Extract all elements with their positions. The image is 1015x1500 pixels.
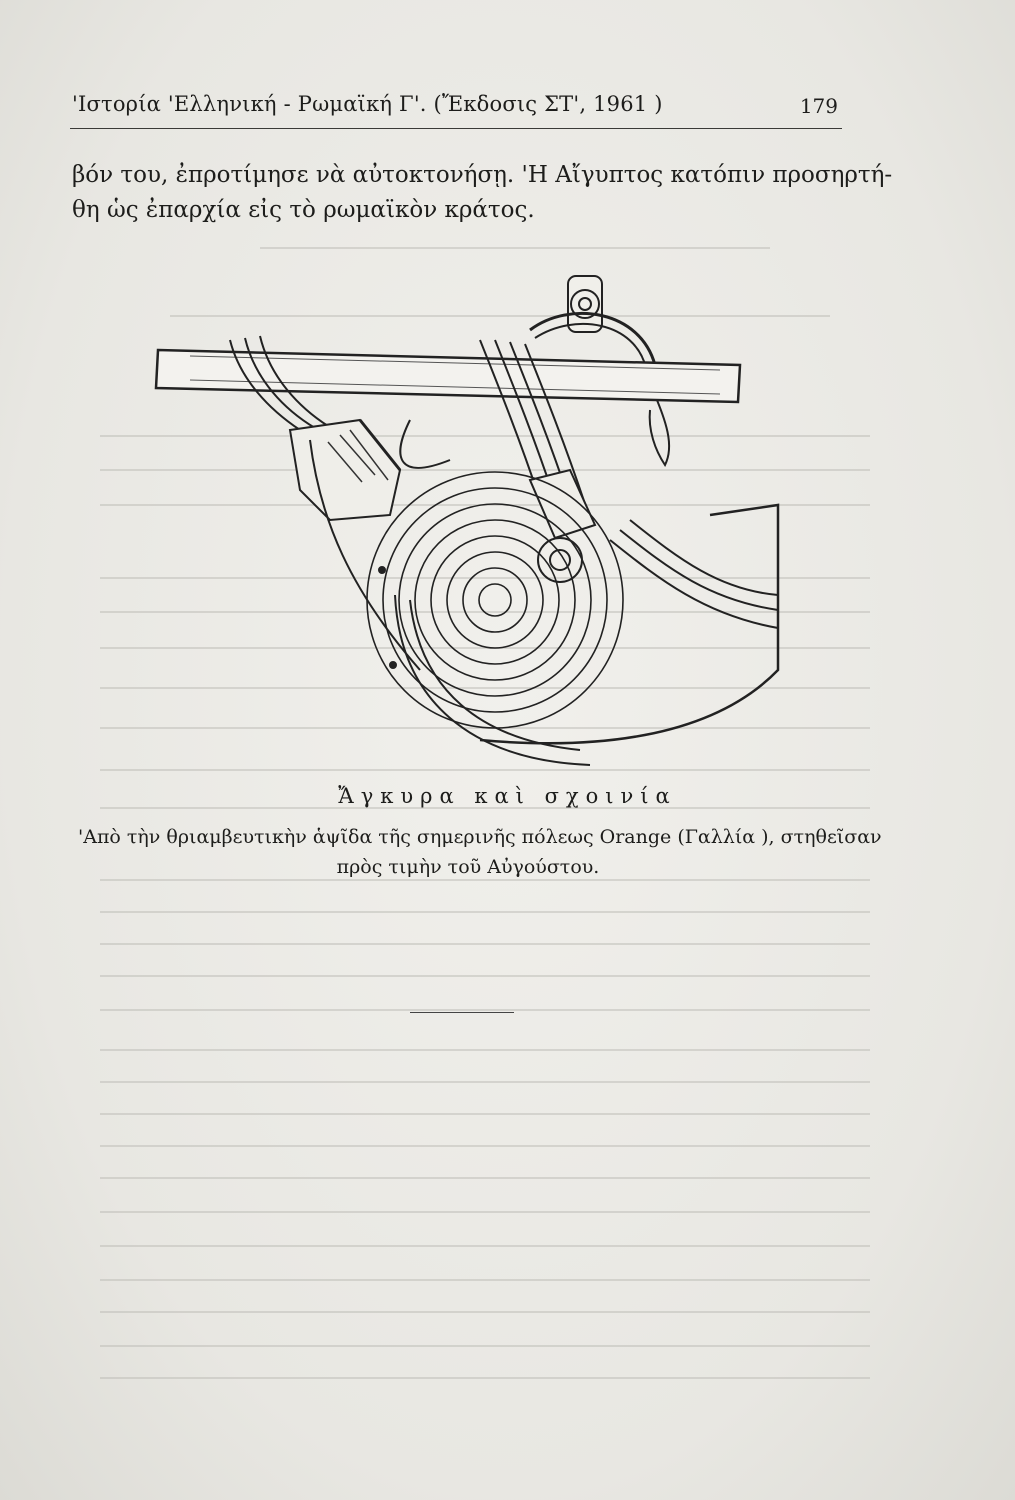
body-paragraph xyxy=(72,158,893,228)
caption-line: πρὸς τιμὴν τοῦ Αὐγούστου. xyxy=(336,856,600,878)
body-line: βόν του, ἐπροτίμησε νὰ αὐτοκτονήσῃ. 'Η Αἴγυπτος κατόπιν προσηρτή- xyxy=(72,162,893,188)
caption-line: 'Απὸ τὴν θριαμβευτικὴν ἁψῖδα τῆς σημερινῆς πόλεως Orange (Γαλλία ), στηθεῖσαν xyxy=(78,826,882,848)
body-line: θη ὡς ἐπαρχία εἰς τὸ ρωμαϊκὸν κράτος. xyxy=(72,197,535,223)
running-header xyxy=(72,92,840,122)
header-divider xyxy=(70,128,842,129)
page-number: 179 xyxy=(799,94,838,118)
figure-caption-title: Ἄγκυρα καὶ σχοινία xyxy=(338,784,677,808)
figure-caption xyxy=(78,822,882,882)
anchor-rope-illustration xyxy=(150,270,780,780)
header-title: 'Ιστορία 'Ελληνική - Ρωμαϊκή Γ'. (Ἔκδοσις ΣΤ', 1961 ) xyxy=(72,92,663,116)
section-divider xyxy=(410,1012,514,1013)
